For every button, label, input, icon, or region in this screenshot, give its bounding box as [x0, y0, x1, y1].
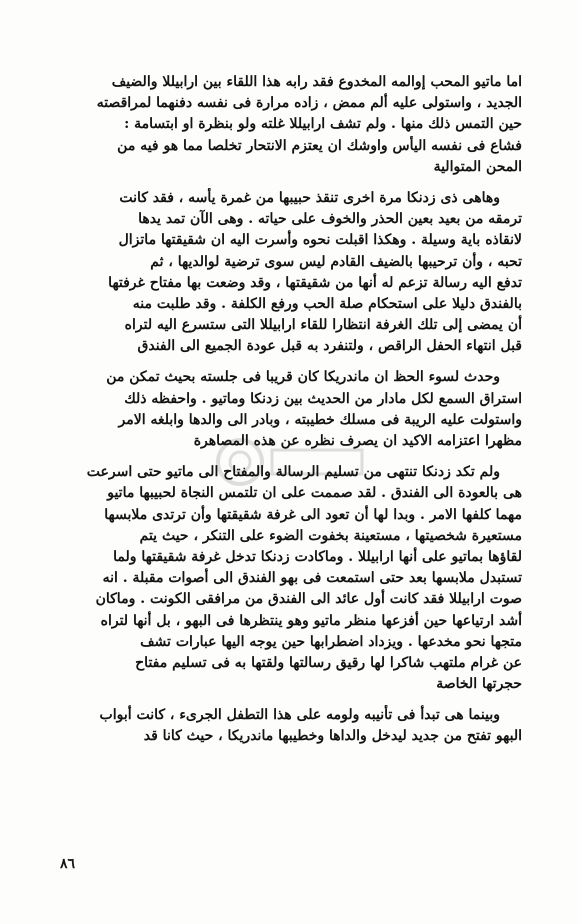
text-line: ترمقه من بعيد بعين الحذر والخوف على حياته . وهى الآن تمد يدها	[138, 211, 522, 228]
text-line: عن غرام ملتهب شاكرا لها رقيق رسالتها ولقتها به فى تسليم مفتاح	[135, 654, 522, 671]
page-number: ٨٦	[60, 856, 76, 872]
text-line: تدفع اليه رسالة تزعم له أنها من شقيقتها ، وقد وضعت بها مفتاح غرفتها	[108, 274, 522, 291]
text-line: ولم تكد زدنكا تنتهى من تسليم الرسالة والمفتاح الى ماتيو حتى اسرعت	[86, 464, 500, 481]
body-text	[52, 72, 522, 748]
text-line: مظهرا اعتزامه الاكيد ان يصرف نظره عن هذه المصاهرة	[193, 433, 522, 449]
text-line: وحدث لسوء الحظ ان ماندريكا كان قريبا فى جلسته بحيث تمكن من	[106, 369, 500, 386]
text-line: المحن المتوالية	[433, 158, 522, 175]
paragraph-1	[52, 72, 522, 178]
text-line: أن يمضى إلى تلك الغرفة انتظارا للقاء ارابيللا التى ستسرع اليه لتراه	[124, 317, 522, 334]
text-line: حجرتها الخاصة	[436, 676, 522, 693]
text-line: وبينما هى تبدأ فى تأنيبه ولومه على هذا التطفل الجرىء ، كانت أبواب	[99, 707, 500, 724]
text-line: مهما كلفها الامر . وبدا لها أن تعود الى غرفة شقيقتها وأن ترتدى ملابسها	[104, 506, 522, 523]
text-line: تستبدل ملابسها بعد حتى استمعت فى بهو الفندق الى أصوات مقبلة . انه	[102, 570, 522, 587]
text-line: تحبه ، وأن ترحيبها بالضيف القادم ليس سوى ترضية لوالديها ، ثم	[150, 253, 522, 270]
text-line: فشاع فى نفسه اليأس واوشك ان يعتزم الانتحار تخلصا مما هو فيه من	[117, 137, 522, 154]
text-line: اما ماتيو المحب إوالمه المخدوع فقد رابه هذا اللقاء بين ارابيللا والضيف	[111, 74, 522, 90]
text-line: حين التمس ذلك منها . ولم تشف ارابيللا غلته ولو بنظرة او ابتسامة :	[124, 116, 522, 133]
text-line: بالفندق دليلا على استحكام صلة الحب ورفع الكلفة . وقد طلبت منه	[132, 295, 522, 312]
text-line: صوت ارابيللا فقد كانت أول عائد الى الفندق من مرافقى الكونت . وماكان	[95, 591, 522, 608]
paragraph-2	[52, 188, 522, 358]
text-line: البهو تفتح من جديد ليدخل والداها وخطيبها ماندريكا ، حيث كانا قد	[143, 728, 522, 745]
paragraph-4	[52, 462, 522, 695]
paragraph-3	[52, 367, 522, 452]
text-line: استراق السمع لكل مادار من الحديث بين زدنكا وماتيو . واحفظه ذلك	[124, 390, 522, 407]
text-line: متجها نحو مخدعها . ويزداد اضطرابها حين يوجه اليها عبارات تشف	[140, 633, 522, 650]
text-line: مستعيرة شخصيتها ، مستعينة بخفوت الضوء على التنكر ، حيث يتم	[139, 527, 522, 544]
text-line: لقاؤها بماتيو على أنها ارابيللا . وماكادت زدنكا تدخل غرفة شقيقتها ولما	[113, 548, 522, 565]
text-line: أشد ارتياعها حين أفزعها منظر ماتيو وهو ينتظرها فى البهو ، بل أنها لتراه	[100, 612, 522, 629]
text-line: وهاهى ذى زدنكا مرة اخرى تنقذ حبيبها من غمرة يأسه ، فقد كانت	[119, 189, 500, 206]
text-line: واستولت عليه الريبة فى مسلك خطيبته ، وبادر الى والدها وابلغه الامر	[118, 411, 522, 428]
text-line: الجديد ، واستولى عليه ألم ممض ، زاده مرارة فى نفسه دفنهما لمراقصته	[96, 95, 522, 112]
text-line: قبل انتهاء الحفل الراقص ، ولتنفرد به قبل عودة الجميع الى الفندق	[137, 338, 522, 355]
paragraph-5	[52, 705, 522, 747]
text-line: لانقاذه باية وسيلة . وهكذا اقبلت نحوه وأسرت اليه ان شقيقتها ماتزال	[118, 232, 522, 249]
text-line: هى بالعودة الى الفندق . لقد صممت على ان تلتمس النجاة لحبيبها ماتيو	[107, 485, 522, 502]
